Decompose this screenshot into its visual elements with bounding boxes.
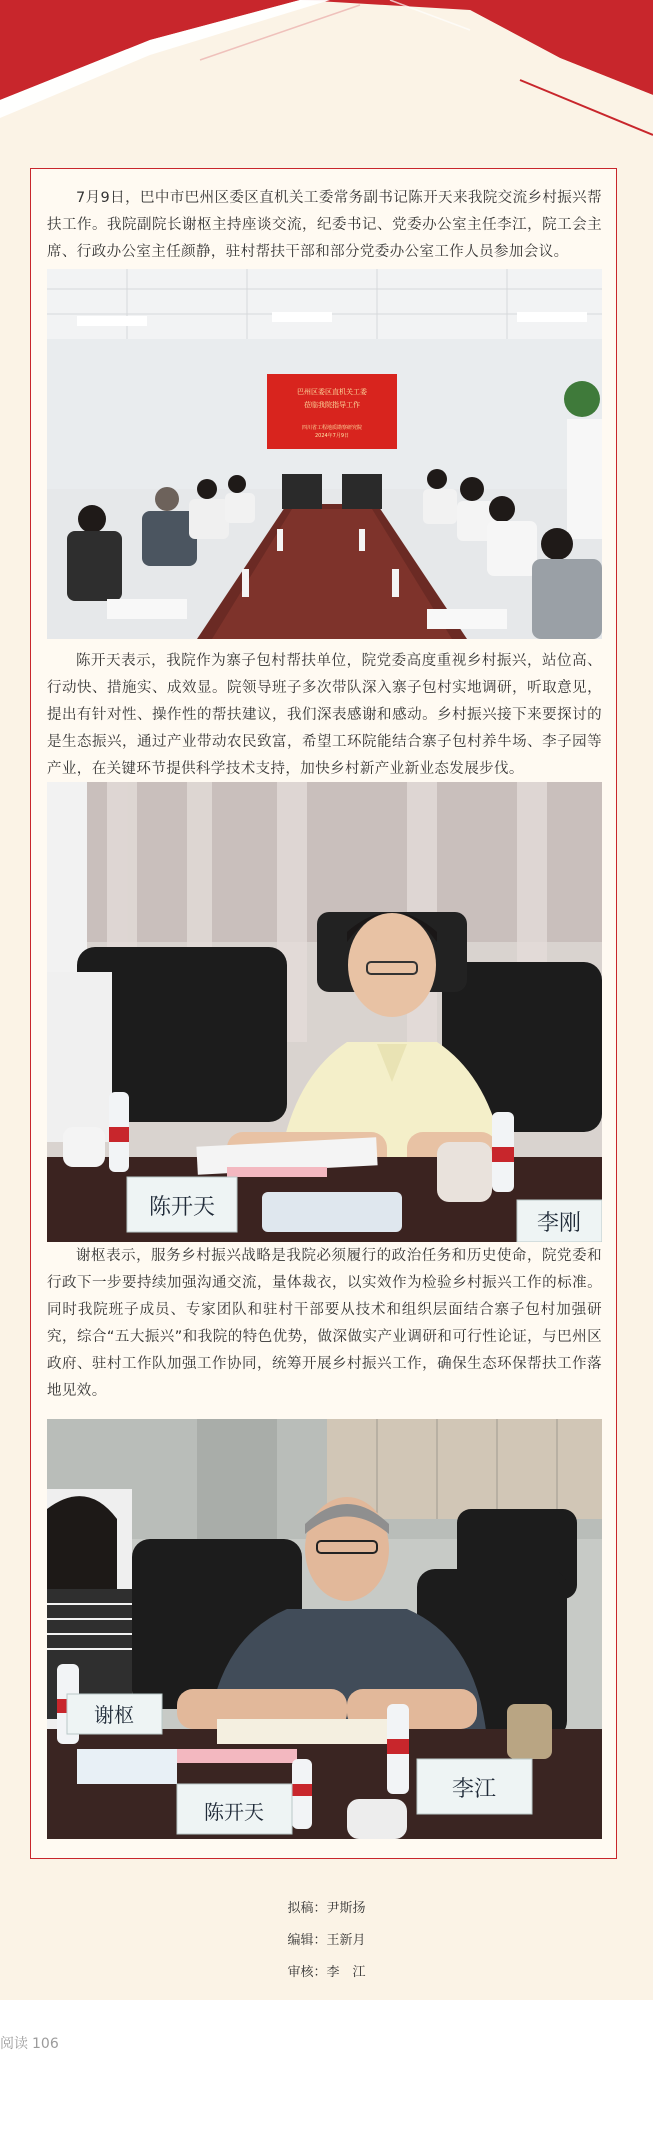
nameplate-chen-2-text: 陈开天: [204, 1800, 264, 1824]
footer-bar: [0, 2000, 653, 2132]
nameplate-li-gang-text: 李刚: [536, 1211, 582, 1236]
credit-author: 拟稿：尹斯扬: [287, 1901, 366, 1916]
paragraph-2: 陈开天表示，我院作为寨子包村帮扶单位，院党委高度重视乡村振兴，站位高、行动快、措施实、成效显。院领导班子多次带队深入寨子包村实地调研，听取意见，提出有针对性、操作性的帮扶建议，我们深表感谢和感动。乡村振兴接下来要探讨的是生态振兴，通过产业带动农民致富，希望工环院能结合寨子包村养牛场、李子园等产业，在关键环节提供科学技术支持，加快乡村新产业新业态发展步伐。: [47, 653, 602, 777]
host-photo: [47, 1419, 602, 1839]
credit-reviewer: 审核：李 江: [287, 1965, 366, 1980]
article-card: [30, 168, 617, 1859]
header-banner: [0, 0, 653, 165]
meeting-room-photo: [47, 269, 602, 639]
screen-text-3: 四川省工程地质勘察研究院: [301, 425, 363, 431]
read-number: 106: [32, 2036, 59, 2052]
read-count: [0, 2033, 63, 2053]
read-label: 阅读: [0, 2036, 28, 2052]
screen-text-2: 莅临我院指导工作: [304, 401, 360, 409]
screen-text-4: 2024年7月9日: [314, 433, 350, 439]
credits-block: [0, 1893, 653, 1989]
speaker-photo: [47, 782, 602, 1242]
nameplate-chen-text: 陈开天: [148, 1195, 216, 1220]
nameplate-li-jiang-text: 李江: [451, 1777, 497, 1802]
credit-editor: 编辑：王新月: [287, 1933, 366, 1948]
screen-text-1: 巴州区委区直机关工委: [297, 388, 367, 396]
paragraph-1: 7月9日，巴中市巴州区委区直机关工委常务副书记陈开天来我院交流乡村振兴帮扶工作。我院副院长谢枢主持座谈交流，纪委书记、党委办公室主任李江，院工会主席、行政办公室主任颜静，驻村帮扶干部和部分党委办公室工作人员参加会议。: [47, 190, 602, 260]
nameplate-xie-text: 谢枢: [94, 1703, 134, 1727]
paragraph-3: 谢枢表示，服务乡村振兴战略是我院必须履行的政治任务和历史使命，院党委和行政下一步要持续加强沟通交流，量体裁衣，以实效作为检验乡村振兴工作的标准。同时我院班子成员、专家团队和驻村干部要从技术和组织层面结合寨子包村加强研究，综合“五大振兴”和我院的特色优势，做深做实产业调研和可行性论证，与巴州区政府、驻村工作队加强工作协同，统筹开展乡村振兴工作，确保生态环保帮扶工作落地见效。: [47, 1248, 602, 1399]
